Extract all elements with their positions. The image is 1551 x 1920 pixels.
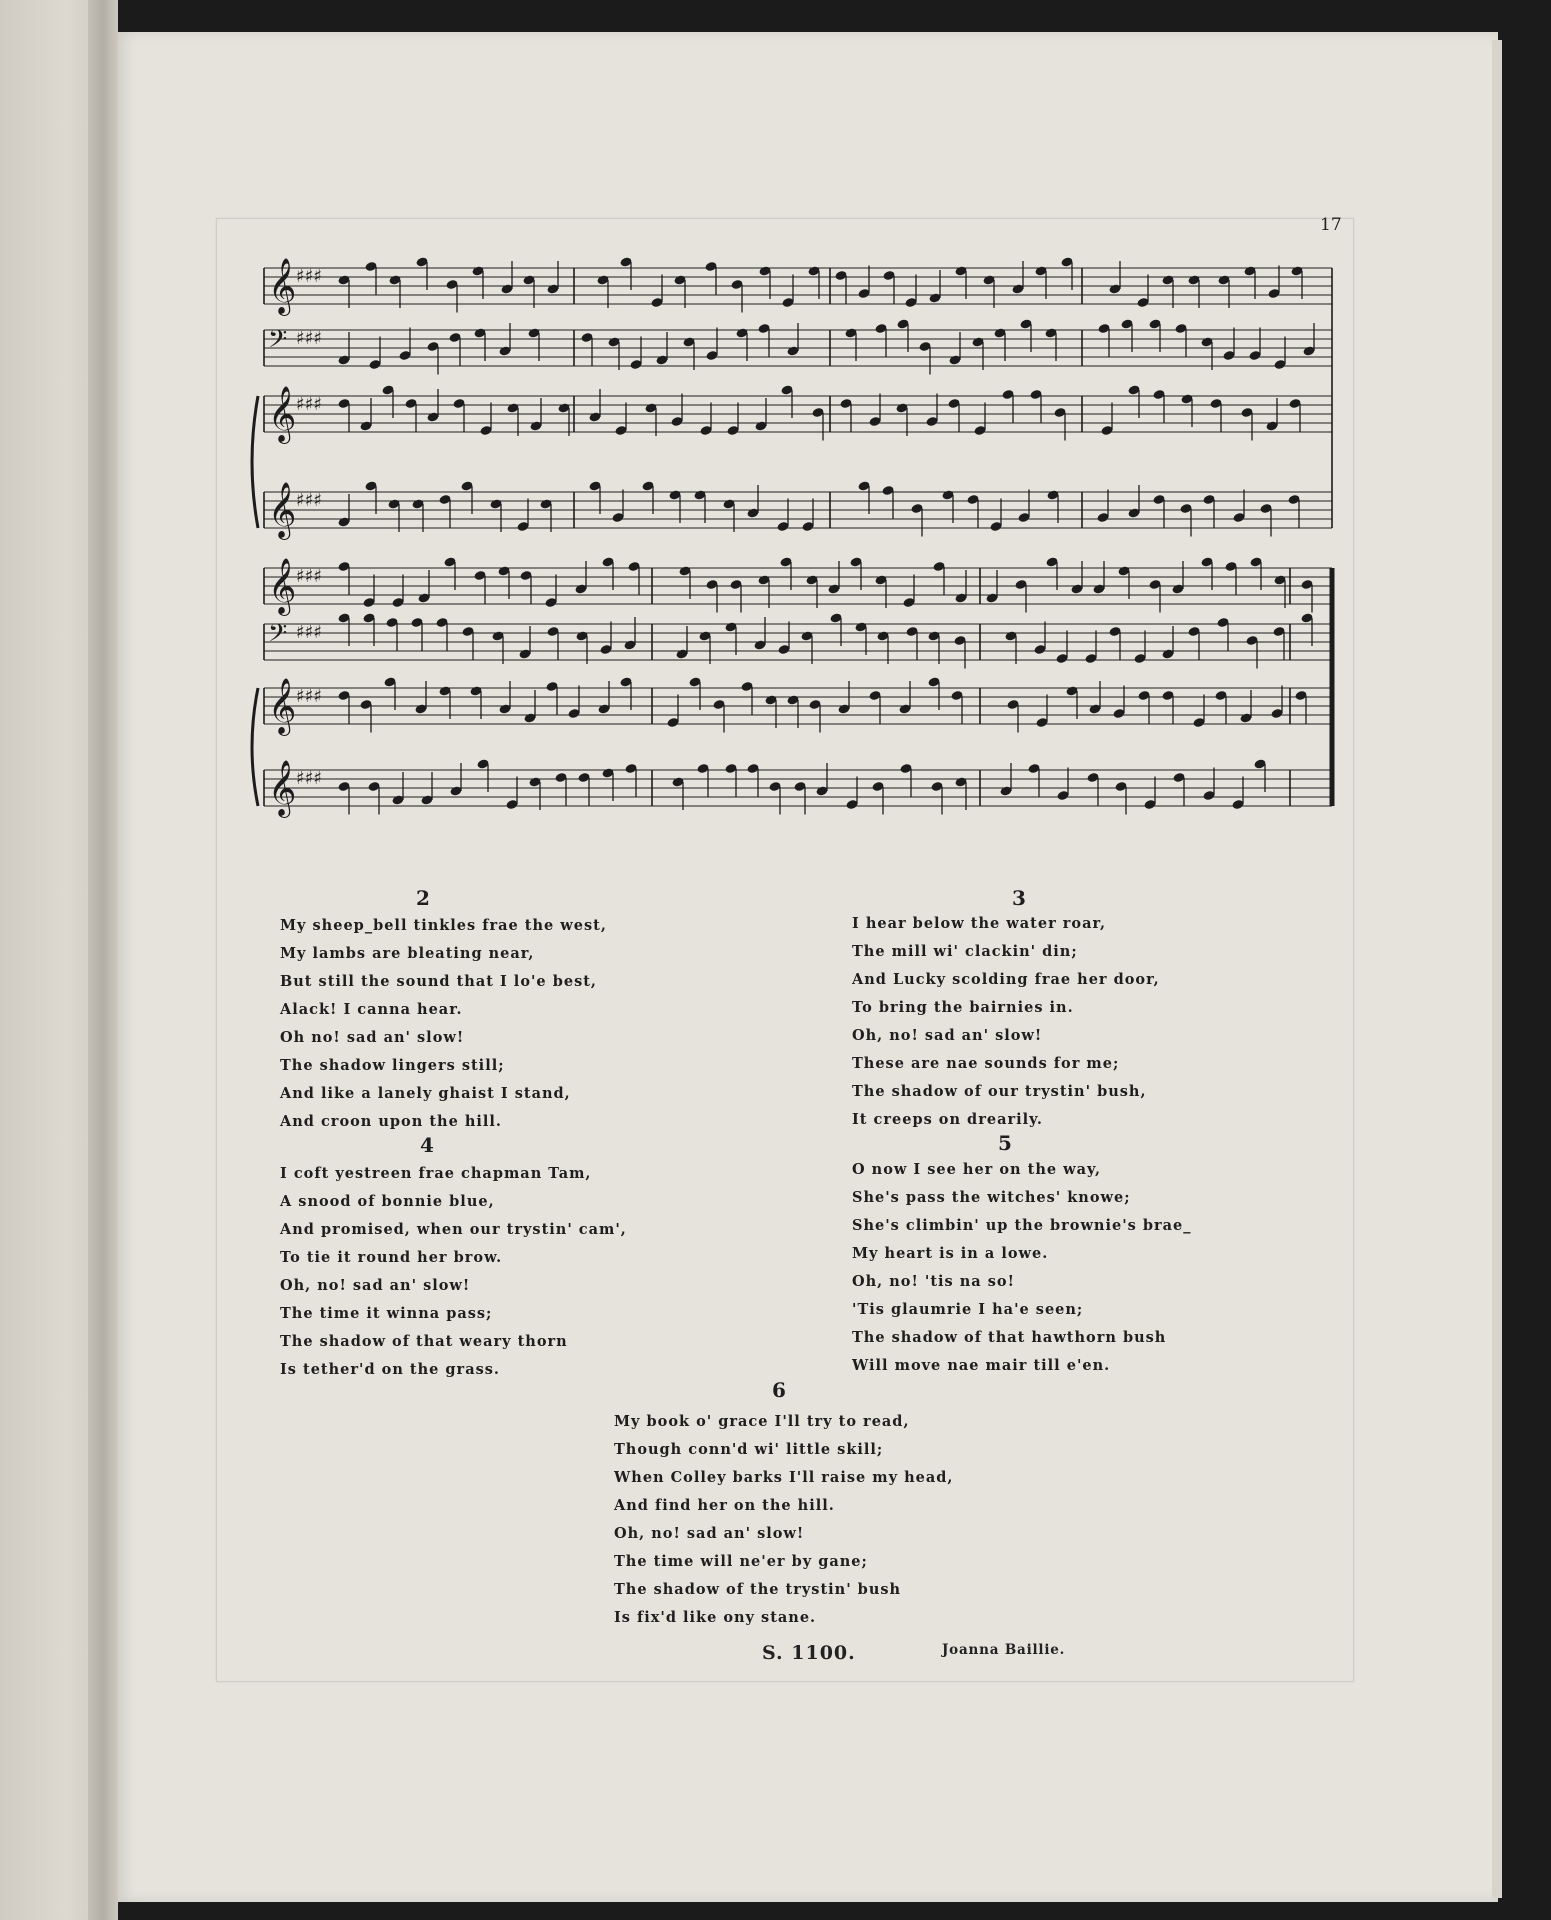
verse-line: She's pass the witches' knowe; [852, 1189, 1131, 1206]
verse-line: She's climbin' up the brownie's brae_ [852, 1217, 1192, 1234]
verse-line: When Colley barks I'll raise my head, [614, 1469, 954, 1486]
treble-clef: 𝄞 [268, 386, 297, 442]
key-signature: ♯♯♯ [296, 768, 323, 789]
verse-line: Oh no! sad an' slow! [280, 1029, 465, 1046]
verse-number-3: 3 [1012, 886, 1026, 910]
verse-line: The time it winna pass; [280, 1305, 493, 1322]
key-signature: ♯♯♯ [296, 328, 323, 349]
verse-line: A snood of bonnie blue, [280, 1193, 495, 1210]
verse-4 [280, 1160, 627, 1384]
author-credit: Joanna Baillie. [942, 1642, 1066, 1658]
verse-line: These are nae sounds for me; [852, 1055, 1120, 1072]
verse-line: I coft yestreen frae chapman Tam, [280, 1165, 592, 1182]
treble-clef: 𝄞 [268, 482, 297, 538]
verse-line: And like a lanely ghaist I stand, [280, 1085, 571, 1102]
verse-line: Will move nae mair till e'en. [852, 1357, 1111, 1374]
verse-line: The shadow of that weary thorn [280, 1333, 568, 1350]
verse-line: Oh, no! 'tis na so! [852, 1273, 1015, 1290]
verse-line: I hear below the water roar, [852, 915, 1107, 932]
verse-line: Is tether'd on the grass. [280, 1361, 500, 1378]
verse-line: Alack! I canna hear. [280, 1001, 463, 1018]
verse-line: And promised, when our trystin' cam', [280, 1221, 627, 1238]
verse-line: My lambs are bleating near, [280, 945, 535, 962]
verse-number-4: 4 [420, 1133, 434, 1157]
verse-line: Is fix'd like ony stane. [614, 1609, 817, 1626]
verse-line: My heart is in a lowe. [852, 1245, 1049, 1262]
verse-line: The mill wi' clackin' din; [852, 943, 1078, 960]
verse-line: And croon upon the hill. [280, 1113, 502, 1130]
treble-clef: 𝄞 [268, 558, 297, 614]
verse-line: And find her on the hill. [614, 1497, 835, 1514]
verse-line: To bring the bairnies in. [852, 999, 1074, 1016]
bass-clef: 𝄢 [268, 325, 288, 360]
verse-line: My book o' grace I'll try to read, [614, 1413, 910, 1430]
verse-6 [614, 1408, 953, 1632]
verse-line: Oh, no! sad an' slow! [280, 1277, 471, 1294]
verse-line: It creeps on drearily. [852, 1111, 1043, 1128]
page-number: 17 [1320, 215, 1342, 235]
key-signature: ♯♯♯ [296, 622, 323, 643]
verse-line: And Lucky scolding frae her door, [852, 971, 1160, 988]
verse-number-5: 5 [998, 1131, 1012, 1155]
verse-line: The shadow lingers still; [280, 1057, 505, 1074]
key-signature: ♯♯♯ [296, 394, 323, 415]
key-signature: ♯♯♯ [296, 566, 323, 587]
verse-line: The shadow of the trystin' bush [614, 1581, 902, 1598]
verse-line: 'Tis glaumrie I ha'e seen; [852, 1301, 1084, 1318]
piano-brace [252, 396, 258, 528]
verse-5 [852, 1156, 1192, 1380]
verse-line: The shadow of that hawthorn bush [852, 1329, 1167, 1346]
verse-3 [852, 910, 1160, 1134]
verse-number-6: 6 [772, 1378, 786, 1402]
treble-clef: 𝄞 [268, 678, 297, 734]
verse-line: Oh, no! sad an' slow! [614, 1525, 805, 1542]
verse-number-2: 2 [416, 886, 430, 910]
key-signature: ♯♯♯ [296, 490, 323, 511]
verse-line: But still the sound that I lo'e best, [280, 973, 597, 990]
key-signature: ♯♯♯ [296, 266, 323, 287]
treble-clef: 𝄞 [268, 258, 297, 314]
plate-number: S. 1100. [762, 1642, 856, 1664]
verse-line: O now I see her on the way, [852, 1161, 1102, 1178]
verse-line: My sheep_bell tinkles frae the west, [280, 917, 607, 934]
verse-line: Though conn'd wi' little skill; [614, 1441, 884, 1458]
verse-line: The time will ne'er by gane; [614, 1553, 868, 1570]
verse-line: The shadow of our trystin' bush, [852, 1083, 1147, 1100]
key-signature: ♯♯♯ [296, 686, 323, 707]
bass-clef: 𝄢 [268, 619, 288, 654]
treble-clef: 𝄞 [268, 760, 297, 816]
verse-line: Oh, no! sad an' slow! [852, 1027, 1043, 1044]
verse-line: To tie it round her brow. [280, 1249, 503, 1266]
verse-2 [280, 912, 607, 1136]
piano-brace [252, 688, 258, 806]
